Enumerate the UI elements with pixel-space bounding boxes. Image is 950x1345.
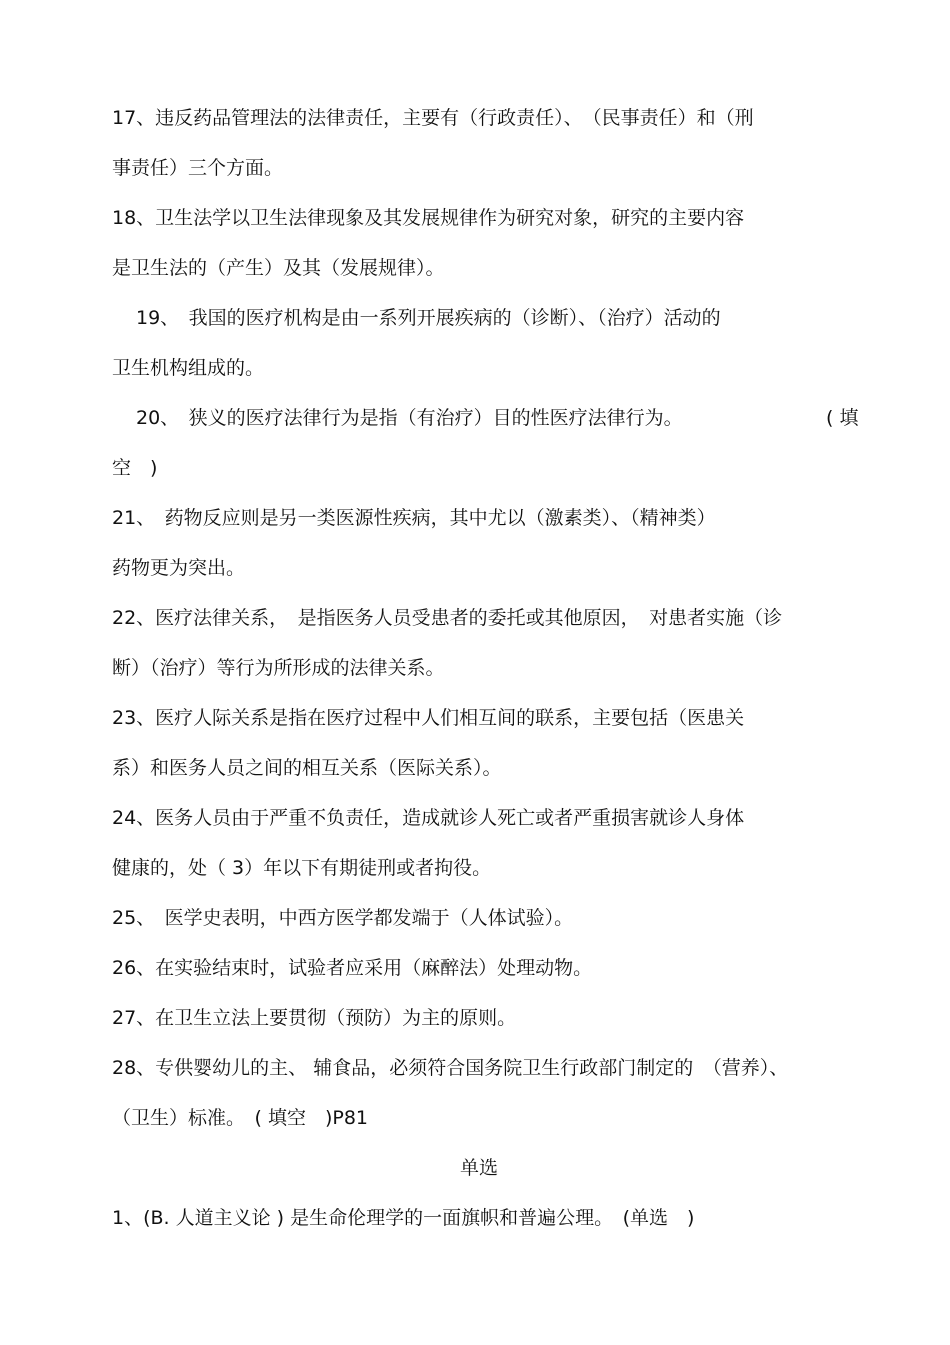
- q22-line-2: 断）（治疗）等行为所形成的法律关系。: [112, 657, 445, 679]
- q22-line-1: 22、医疗法律关系， 是指医务人员受患者的委托或其他原因， 对患者实施（诊: [112, 607, 783, 629]
- q17-line-2: 事责任）三个方面。: [112, 157, 284, 179]
- q27-line: 27、在卫生立法上要贯彻（预防）为主的原则。: [112, 1007, 517, 1029]
- q23-line-1: 23、医疗人际关系是指在医疗过程中人们相互间的联系，主要包括（医患关: [112, 707, 745, 729]
- q18-line-1: 18、卫生法学以卫生法律现象及其发展规律作为研究对象，研究的主要内容: [112, 207, 745, 229]
- q24-line-1: 24、医务人员由于严重不负责任，造成就诊人死亡或者严重损害就诊人身体: [112, 807, 745, 829]
- q20-line-1: 20、 狭义的医疗法律行为是指（有治疗）目的性医疗法律行为。: [136, 407, 683, 429]
- q21-line-1: 21、 药物反应则是另一类医源性疾病，其中尤以（激素类）、（精神类）: [112, 507, 716, 529]
- q25-line: 25、 医学史表明，中西方医学都发端于（人体试验）。: [112, 907, 574, 929]
- q19-line-1: 19、 我国的医疗机构是由一系列开展疾病的（诊断）、（治疗）活动的: [136, 307, 721, 329]
- q26-line: 26、在实验结束时，试验者应采用（麻醉法）处理动物。: [112, 957, 593, 979]
- section-heading-single-choice: 单选: [460, 1157, 499, 1179]
- q20-tag-start: ( 填: [826, 407, 859, 429]
- q20-tag-end: 空 ): [112, 457, 158, 479]
- q23-line-2: 系）和医务人员之间的相互关系（医际关系）。: [112, 757, 502, 779]
- q19-line-2: 卫生机构组成的。: [112, 357, 265, 379]
- q24-line-2: 健康的，处（ 3）年以下有期徒刑或者拘役。: [112, 857, 492, 879]
- q18-line-2: 是卫生法的（产生）及其（发展规律）。: [112, 257, 445, 279]
- q21-line-2: 药物更为突出。: [112, 557, 246, 579]
- q17-line-1: 17、违反药品管理法的法律责任，主要有（行政责任）、 （民事责任）和（刑: [112, 107, 754, 129]
- q28-line-1: 28、专供婴幼儿的主、 辅食品，必须符合国务院卫生行政部门制定的 （营养）、: [112, 1057, 789, 1079]
- q28-line-2: （卫生）标准。 ( 填空 )P81: [112, 1107, 368, 1129]
- single-choice-q1: 1、(B. 人道主义论 ) 是生命伦理学的一面旗帜和普遍公理。 (单选 ): [112, 1207, 695, 1229]
